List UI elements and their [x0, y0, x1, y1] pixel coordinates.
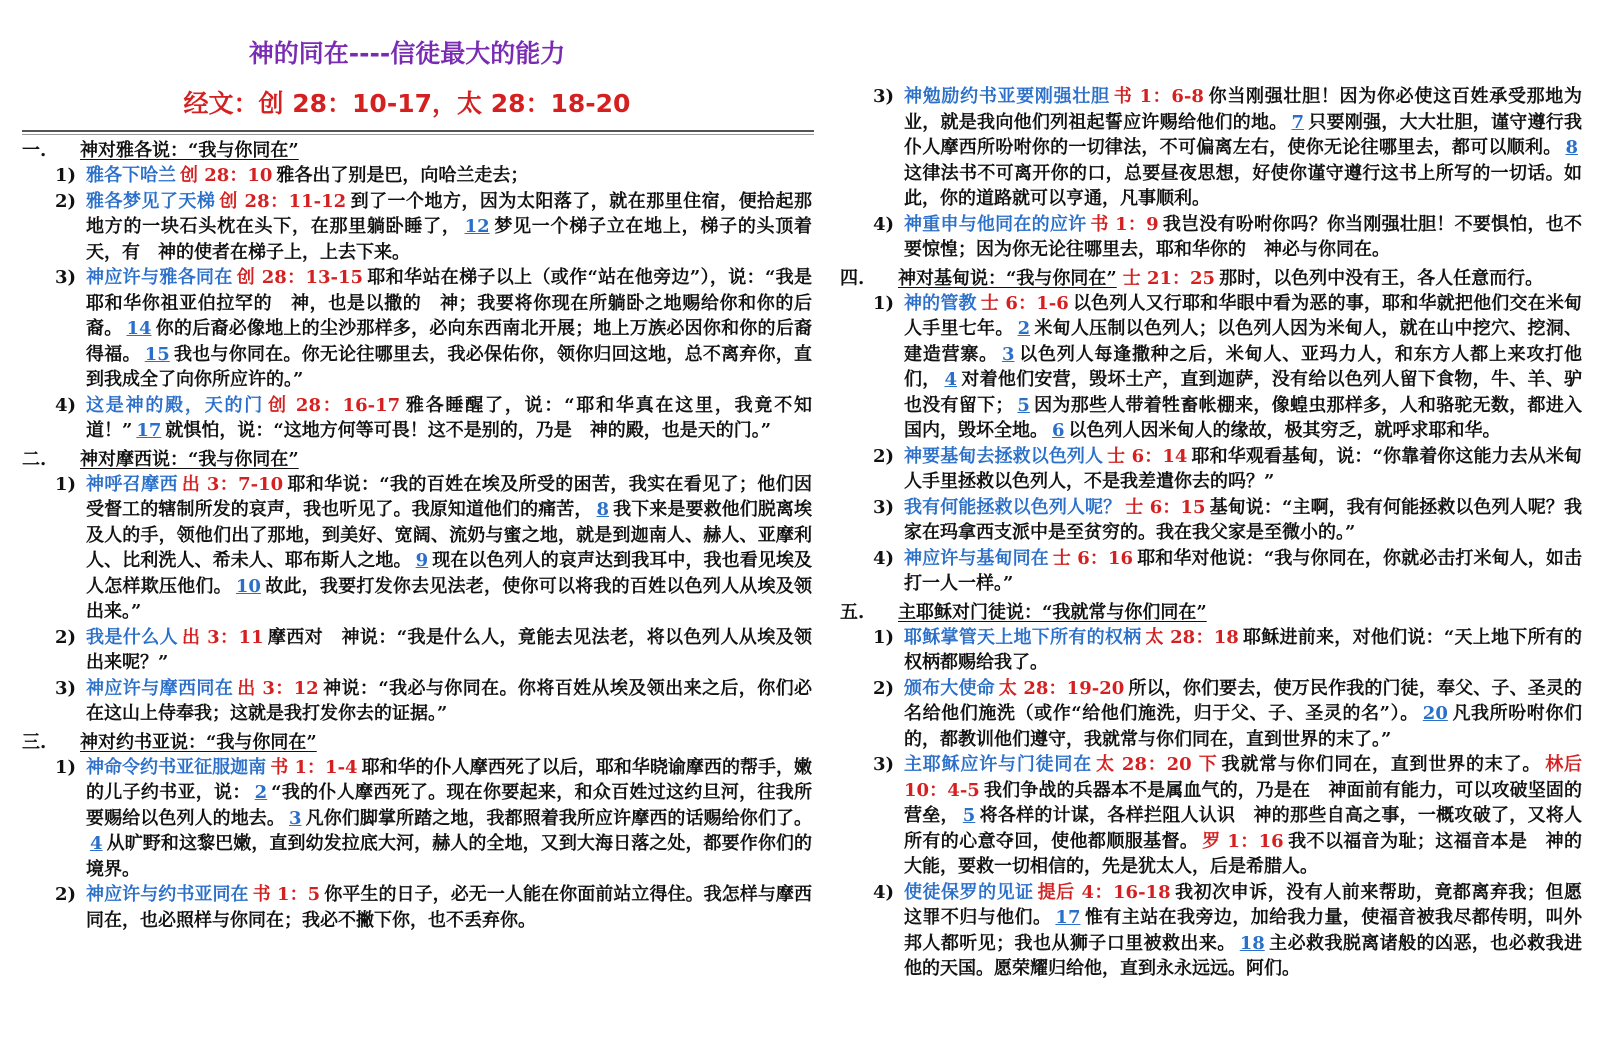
- section: [22, 447, 812, 727]
- list-item: [22, 393, 812, 444]
- scripture-ref: 出 3：12: [237, 677, 319, 699]
- item-heading: 这是神的殿，天的门: [86, 394, 265, 416]
- section-scripture-ref: 士 21：25: [1122, 267, 1216, 289]
- item-heading: 使徒保罗的见证: [904, 881, 1034, 903]
- item-number: 4): [872, 881, 894, 903]
- item-text: 我们争战的兵器本不是属血气的，乃是在 神面前有能力，可以攻破坚固的营垒，: [904, 779, 1582, 826]
- item-text: 雅各出了别是巴，向哈兰走去；: [276, 165, 529, 186]
- verse-number: 2: [254, 782, 268, 803]
- scripture-ref: 书 1：6-8: [1113, 86, 1204, 107]
- verse-number: 6: [1052, 420, 1065, 441]
- scripture-ref: 太 28：19-20: [998, 677, 1125, 699]
- list-item: [22, 472, 812, 625]
- item-text: 我下来是要救他们脱离埃及人的手，领他们出了那地，到美好、宽阔、流奶与蜜之地，就是到迦南人、赫人、亚摩利人、比利洗人、希未人、耶布斯人之地。: [86, 499, 812, 571]
- item-heading: 雅各梦见了天梯: [86, 190, 216, 212]
- item-text: 耶和华对他说：“我与你同在，你就必击打米甸人，如击打一人一样。”: [904, 547, 1582, 594]
- item-heading: 神应许与基甸同在: [904, 547, 1049, 569]
- list-item: [22, 755, 812, 883]
- section: [22, 730, 812, 934]
- scripture-reference: 经文：创 28：10-17，太 28：18-20: [183, 89, 631, 118]
- item-text: 故此，我要打发你去见法老，使你可以将我的百姓以色列人从埃及领出来。”: [86, 575, 812, 622]
- item-text: 我岂没有吩咐你吗？你当刚强壮胆！不要惧怕，也不要惊惶；因为你无论往哪里去，耶和华你的 神必与你同在。: [904, 213, 1582, 260]
- item-text: 耶和华站在梯子以上（或作“站在他旁边”），说：“我是耶和华你祖亚伯拉罕的 神，也是以撒的 神；我要将你现在所躺卧之地赐给你和你的后裔。: [86, 267, 812, 339]
- item-body: [86, 472, 812, 625]
- section-heading: [22, 447, 812, 472]
- item-text: 所以，你们要去，使万民作我的门徒，奉父、子、圣灵的名给他们施洗（或作“给他们施洗，归于父、子、圣灵的名”）。: [904, 677, 1582, 724]
- item-text: 主必救我脱离诸般的凶恶，也必救我进他的天国。愿荣耀归给他，直到永永远远。阿们。: [904, 932, 1582, 979]
- scripture-ref: 书 1：9: [1090, 213, 1159, 235]
- section: [840, 600, 1582, 982]
- item-heading: 神应许与雅各同在: [86, 267, 233, 288]
- item-text: 以色列人每逢撒种之后，米甸人、亚玛力人，和东方人都上来攻打他们，: [904, 343, 1582, 390]
- item-body: [86, 265, 812, 393]
- section-title: 神对基甸说：“我与你同在”: [898, 267, 1117, 289]
- item-body: [86, 189, 812, 266]
- item-body: [86, 882, 812, 933]
- item-heading: 我是什么人: [86, 626, 179, 648]
- verse-number: 10: [235, 575, 261, 597]
- scripture-ref: 士 6：1-6: [980, 292, 1069, 314]
- item-text: 米甸人压制以色列人；以色列人因为米甸人，就在山中挖穴、挖洞、建造营寨。: [904, 318, 1582, 365]
- section-title: 主耶稣对门徒说：“我就常与你们同在”: [898, 601, 1207, 623]
- item-number: 3): [54, 677, 76, 699]
- item-text: 雅各睡醒了，说：“耶和华真在这里，我竟不知道！”: [86, 394, 812, 441]
- item-body: [904, 291, 1582, 444]
- item-number: 4): [872, 213, 894, 235]
- item-body: [904, 880, 1582, 982]
- left-sections: [22, 138, 812, 933]
- section: [840, 266, 1582, 597]
- section-number: 五.: [840, 601, 865, 623]
- item-number: 3): [54, 267, 76, 288]
- section-title: 神对摩西说：“我与你同在”: [80, 448, 299, 470]
- item-heading: 神应许与摩西同在: [86, 677, 234, 699]
- list-item: [840, 444, 1582, 495]
- section-number: 三.: [22, 731, 47, 753]
- list-item: [840, 84, 1582, 212]
- item-number: 1): [872, 292, 894, 314]
- item-text: 你当刚强壮胆！因为你必使这百姓承受那地为业，就是我向他们列祖起誓应许赐给他们的地。: [904, 86, 1582, 133]
- list-item: [840, 212, 1582, 263]
- item-heading: 神呼召摩西: [86, 473, 178, 495]
- section-number: 一.: [22, 140, 47, 161]
- item-heading: 神命令约书亚征服迦南: [86, 756, 267, 778]
- scripture-ref: 林后 10：4-5: [904, 754, 1582, 801]
- verse-number: 14: [126, 318, 152, 339]
- item-text: 你的后裔必像地上的尘沙那样多，必向东西南北开展；地上万族必因你和你的后裔得福。: [86, 318, 812, 365]
- item-number: 2): [54, 190, 76, 212]
- scripture-ref: 太 28：20 下: [1096, 754, 1218, 775]
- verse-number: 7: [1291, 111, 1305, 133]
- list-item: [840, 752, 1582, 880]
- verse-number: 15: [144, 343, 170, 365]
- item-text: 摩西对 神说：“我是什么人，竟能去见法老，将以色列人从埃及领出来呢？”: [86, 626, 812, 673]
- item-text: 因为那些人带着牲畜帐棚来，像蝗虫那样多，人和骆驼无数，都进入国内，毁坏全地。: [904, 394, 1582, 441]
- list-item: [840, 495, 1582, 546]
- item-body: [904, 546, 1582, 597]
- scripture-ref: 创 28：11-12: [219, 190, 347, 212]
- item-number: 2): [872, 445, 894, 467]
- list-item: [840, 625, 1582, 676]
- list-item: [840, 880, 1582, 982]
- item-text: 只要刚强，大大壮胆，谨守遵行我仆人摩西所吩咐你的一切律法，不可偏离左右，使你无论往哪里去，都可以顺利。: [904, 111, 1582, 158]
- item-number: 3): [872, 496, 894, 518]
- item-text: 耶稣进前来，对他们说：“天上地下所有的权柄都赐给我了。: [904, 626, 1582, 673]
- item-heading: 神应许与约书亚同在: [86, 884, 249, 905]
- section-heading: [840, 600, 1582, 625]
- item-text: 惟有主站在我旁边，加给我力量，使福音被我尽都传明，叫外邦人都听见；我也从狮子口里被救出来。: [904, 907, 1582, 954]
- item-text: 以色列人又行耶和华眼中看为恶的事，耶和华就把他们交在米甸人手里七年。: [904, 292, 1582, 339]
- section-heading: [22, 138, 812, 163]
- verse-number: 3: [1001, 343, 1015, 365]
- item-body: [86, 755, 812, 883]
- section-title: 神对雅各说：“我与你同在”: [80, 140, 299, 161]
- item-text: 我也与你同在。你无论往哪里去，我必保佑你，领你归回这地，总不离弃你，直到我成全了向你所应许的。”: [86, 343, 812, 390]
- item-heading: 颁布大使命: [904, 677, 995, 699]
- item-text: 现在以色列人的哀声达到我耳中，我也看见埃及人怎样欺压他们。: [86, 550, 812, 597]
- list-item: [22, 882, 812, 933]
- item-number: 1): [54, 473, 76, 495]
- verse-number: 4: [944, 369, 958, 390]
- item-text: 耶和华的仆人摩西死了以后，耶和华晓谕摩西的帮手，嫩的儿子约书亚，说：: [86, 756, 812, 803]
- item-text: 我就常与你们同在，直到世界的末了。: [1221, 754, 1542, 775]
- scripture-ref: 出 3：11: [182, 626, 264, 648]
- item-text: 我不以福音为耻；这福音本是 神的大能，要救一切相信的，先是犹太人，后是希腊人。: [904, 830, 1582, 877]
- list-item: [22, 189, 812, 266]
- verse-number: 2: [1017, 318, 1031, 339]
- item-number: 2): [54, 884, 76, 905]
- item-text: 我初次申诉，没有人前来帮助，竟都离弃我；但愿这罪不归与他们。: [904, 881, 1582, 928]
- item-heading: 神重申与他同在的应许: [904, 213, 1087, 235]
- list-item: [22, 163, 812, 189]
- right-continued-items: [840, 84, 1582, 263]
- scripture-ref: 罗 1：16: [1202, 830, 1284, 852]
- item-number: 3): [872, 754, 894, 775]
- scripture-ref: 创 28：16-17: [268, 394, 401, 416]
- page-title: 神的同在----信徒最大的能力: [248, 39, 566, 68]
- item-text: 基甸说：“主啊，我有何能拯救以色列人呢？我家在玛拿西支派中是至贫穷的。我在我父家是至微小的。”: [904, 496, 1582, 543]
- item-body: [86, 393, 812, 444]
- scripture-ref: 创 28：13-15: [236, 267, 364, 288]
- item-text: 神说：“我必与你同在。你将百姓从埃及领出来之后，你们必在这山上侍奉我；这就是我打发你去的证据。”: [86, 677, 812, 724]
- item-number: 3): [872, 86, 894, 107]
- section: [22, 138, 812, 444]
- right-sections: [840, 266, 1582, 982]
- item-text: 对着他们安营，毁坏土产，直到迦萨，没有给以色列人留下食物，牛、羊、驴也没有留下；: [904, 369, 1582, 416]
- item-body: [904, 444, 1582, 495]
- left-column: [22, 0, 812, 933]
- item-text: 你平生的日子，必无一人能在你面前站立得住。我怎样与摩西同在，也必照样与你同在；我必不撇下你，也不丢弃你。: [86, 884, 812, 931]
- scripture-ref: 士 6：16: [1052, 547, 1134, 569]
- item-text: 到了一个地方，因为太阳落了，就在那里住宿，便拾起那地方的一块石头枕在头下，在那里躺卧睡了，: [86, 190, 812, 237]
- verse-number: 8: [1565, 137, 1578, 158]
- section-number: 二.: [22, 448, 47, 470]
- item-text: 耶和华说：“我的百姓在埃及所受的困苦，我实在看见了；他们因受督工的辖制所发的哀声，我也听见了。我原知道他们的痛苦，: [86, 473, 812, 520]
- verse-number: 3: [288, 807, 302, 829]
- item-body: [904, 676, 1582, 753]
- verse-number: 5: [1017, 394, 1030, 416]
- item-heading: 主耶稣应许与门徒同在: [904, 754, 1093, 775]
- item-number: 4): [54, 394, 76, 416]
- item-number: 1): [54, 165, 76, 186]
- item-text: 以色列人因米甸人的缘故，极其穷乏，就呼求耶和华。: [1068, 420, 1501, 441]
- item-heading: 神勉励约书亚要刚强壮胆: [904, 86, 1110, 107]
- verse-number: 12: [464, 216, 490, 237]
- item-body: [904, 495, 1582, 546]
- scripture-ref: 太 28：18: [1145, 626, 1239, 648]
- item-text: 凡你们脚掌所踏之地，我都照着我所应许摩西的话赐给你们了。: [305, 807, 812, 829]
- verse-number: 18: [1239, 932, 1265, 954]
- section-heading: [22, 730, 812, 755]
- item-text: 从旷野和这黎巴嫩，直到幼发拉底大河，赫人的全地，又到大海日落之处，都要作你们的境界。: [86, 833, 812, 880]
- item-heading: 我有何能拯救以色列人呢？: [904, 496, 1122, 518]
- list-item: [840, 676, 1582, 753]
- header: [22, 34, 812, 120]
- item-heading: 耶稣掌管天上地下所有的权柄: [904, 626, 1142, 648]
- item-body: [86, 625, 812, 676]
- verse-number: 17: [136, 420, 162, 441]
- section-title: 神对约书亚说：“我与你同在”: [80, 731, 317, 753]
- scripture-ref: 书 1：5: [252, 884, 321, 905]
- item-body: [904, 752, 1582, 880]
- item-body: [86, 163, 812, 189]
- item-heading: 雅各下哈兰: [86, 165, 176, 186]
- verse-number: 5: [962, 805, 976, 826]
- item-number: 1): [872, 626, 894, 648]
- right-column: [840, 84, 1582, 982]
- list-item: [22, 676, 812, 727]
- item-text: 这律法书不可离开你的口，总要昼夜思想，好使你谨守遵行这书上所写的一切话。如此，你的道路就可以亨通，凡事顺利。: [904, 162, 1582, 209]
- section-heading: [840, 266, 1582, 291]
- item-heading: 神的管教: [904, 292, 977, 314]
- scripture-ref: 士 6：14: [1107, 445, 1188, 467]
- item-text: 梦见一个梯子立在地上，梯子的头顶着天，有 神的使者在梯子上，上去下来。: [86, 216, 812, 263]
- list-item: [840, 546, 1582, 597]
- section-text: 那时，以色列中没有王，各人任意而行。: [1219, 267, 1544, 289]
- verse-number: 8: [596, 499, 610, 520]
- verse-number: 17: [1055, 907, 1081, 928]
- item-text: 将各样的计谋，各样拦阻人认识 神的那些自高之事，一概攻破了，又将人所有的心意夺回，使他都顺服基督。: [904, 805, 1582, 852]
- list-item: [840, 291, 1582, 444]
- item-heading: 神要基甸去拯救以色列人: [904, 445, 1104, 467]
- scripture-ref: 创 28：10: [180, 165, 273, 186]
- scripture-ref: 出 3：7-10: [181, 473, 284, 495]
- scripture-ref: 提后 4：16-18: [1037, 881, 1171, 903]
- item-body: [904, 84, 1582, 212]
- verse-number: 20: [1422, 703, 1448, 724]
- item-body: [86, 676, 812, 727]
- verse-number: 9: [415, 550, 429, 571]
- item-number: 1): [54, 756, 76, 778]
- item-text: 凡我所吩咐你们的，都教训他们遵守，我就常与你们同在，直到世界的末了。”: [904, 703, 1582, 750]
- item-number: 4): [872, 547, 894, 569]
- list-item: [22, 265, 812, 393]
- verse-number: 4: [90, 833, 103, 854]
- item-body: [904, 625, 1582, 676]
- item-text: 就惧怕，说：“这地方何等可畏！这不是别的，乃是 神的殿，也是天的门。”: [165, 420, 772, 441]
- item-number: 2): [872, 677, 894, 699]
- item-number: 2): [54, 626, 76, 648]
- scripture-ref: 书 1：1-4: [270, 756, 358, 778]
- scripture-ref: 士 6：15: [1125, 496, 1206, 518]
- item-text: “我的仆人摩西死了。现在你要起来，和众百姓过这约旦河，往我所要赐给以色列人的地去。: [86, 782, 812, 829]
- item-text: 耶和华观看基甸，说：“你靠着你这能力去从米甸人手里拯救以色列人，不是我差遣你去的吗？”: [904, 445, 1582, 492]
- section-number: 四.: [840, 267, 865, 289]
- list-item: [22, 625, 812, 676]
- item-body: [904, 212, 1582, 263]
- title-divider: [22, 130, 814, 135]
